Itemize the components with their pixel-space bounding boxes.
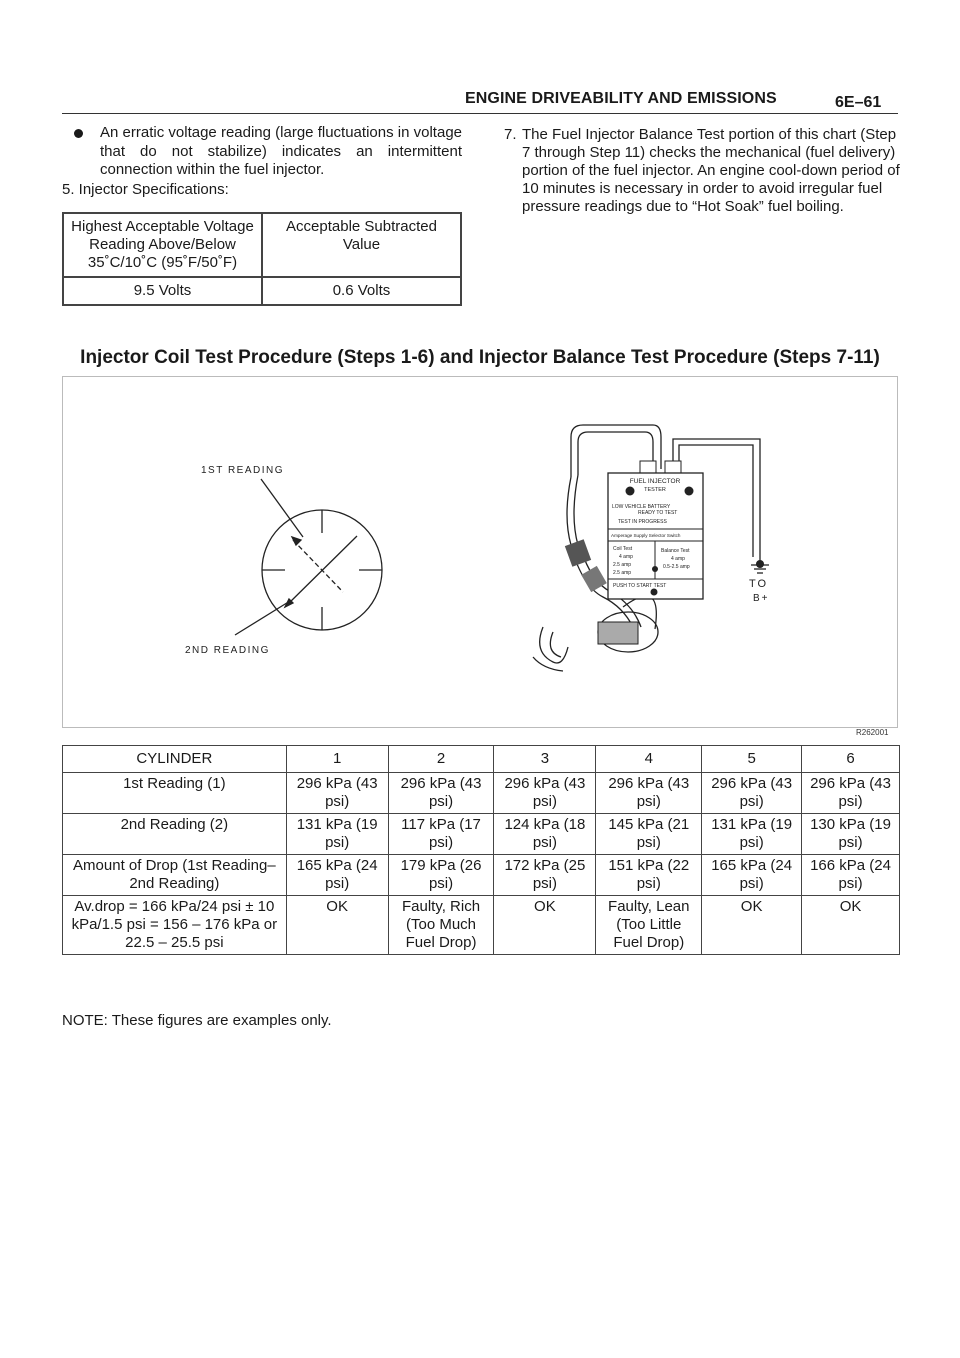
figure-illustration <box>63 377 897 727</box>
spec-table <box>62 212 462 306</box>
table-cell: 296 kPa (43 psi) <box>596 773 702 814</box>
tester-line2: READY TO TEST <box>638 510 678 516</box>
step7-number: 7. <box>504 126 517 143</box>
table-cell: Av.drop = 166 kPa/24 psi ± 10 kPa/1.5 psi = 156 – 176 kPa or 22.5 – 25.5 psi <box>63 896 287 955</box>
balance-test-label: Balance Test <box>661 548 690 554</box>
table-row <box>63 855 900 896</box>
table-cell: Faulty, Lean (Too Little Fuel Drop) <box>596 896 702 955</box>
table-header-cell: 6 <box>802 746 900 773</box>
table-cell: 124 kPa (18 psi) <box>494 814 596 855</box>
table-cell: 179 kPa (26 psi) <box>388 855 494 896</box>
coil-test-label: Coil Test <box>613 546 633 552</box>
injector-plug-icon <box>598 622 638 644</box>
gauge-icon <box>235 479 382 635</box>
label-b-plus: B+ <box>753 593 770 604</box>
table-cell: OK <box>286 896 388 955</box>
cylinder-data-table <box>62 745 900 955</box>
label-1st-reading: 1ST READING <box>201 465 284 476</box>
header-divider <box>62 113 898 114</box>
coil-opt2: 2.5 amp <box>613 562 632 568</box>
table-cell: 166 kPa (24 psi) <box>802 855 900 896</box>
balance-opt2: 0.5-2.5 amp <box>663 564 690 570</box>
step7-text: The Fuel Injector Balance Test portion of this chart (Step 7 through Step 11) checks the mechanical (fuel delivery) portion of the fuel injector. An engine cool-down period of 10 minutes is necessary in order to avoid irregular fuel pressure readings due to “Hot Soak” fuel boiling. <box>522 126 900 215</box>
table-cell: OK <box>802 896 900 955</box>
table-header-cell: 4 <box>596 746 702 773</box>
terminal-dot-icon <box>756 560 764 568</box>
table-row <box>63 896 900 955</box>
table-cell: 131 kPa (19 psi) <box>286 814 388 855</box>
table-cell: 296 kPa (43 psi) <box>494 773 596 814</box>
tester-line1: LOW VEHICLE BATTERY <box>612 504 671 510</box>
injector-test-figure <box>62 376 898 728</box>
bullet-paragraph <box>74 124 462 180</box>
spec-col2-header: Acceptable Subtracted Value <box>262 213 461 277</box>
tester-selector: Amperage Supply Selector Switch <box>611 533 681 538</box>
bullet-dot-icon <box>74 129 83 138</box>
table-header-cell: 1 <box>286 746 388 773</box>
table-header-cell: 3 <box>494 746 596 773</box>
table-cell: OK <box>494 896 596 955</box>
table-header-row <box>63 746 900 773</box>
page-number: 6E–61 <box>835 94 882 111</box>
coil-opt1: 4 amp <box>619 554 633 560</box>
table-header-cell: 2 <box>388 746 494 773</box>
figure-id: R262001 <box>856 728 889 737</box>
table-cell: 151 kPa (22 psi) <box>596 855 702 896</box>
note-text: NOTE: These figures are examples only. <box>62 1012 332 1029</box>
section-title: Injector Coil Test Procedure (Steps 1-6) and Injector Balance Test Procedure (Steps 7-11) <box>80 347 880 368</box>
table-cell: 117 kPa (17 psi) <box>388 814 494 855</box>
table-cell: 145 kPa (21 psi) <box>596 814 702 855</box>
table-row <box>63 814 900 855</box>
connector-icon <box>581 566 607 592</box>
tester-line3: TEST IN PROGRESS <box>618 519 667 525</box>
spec-col1-value: 9.5 Volts <box>63 277 262 305</box>
tester-subtitle: TESTER <box>644 487 666 493</box>
push-to-start-label: PUSH TO START TEST <box>613 583 667 589</box>
table-cell: Amount of Drop (1st Reading–2nd Reading) <box>63 855 287 896</box>
table-cell: 165 kPa (24 psi) <box>702 855 802 896</box>
table-cell: 130 kPa (19 psi) <box>802 814 900 855</box>
bullet-text: An erratic voltage reading (large fluctuations in voltage that do not stabilize) indicates an intermittent connection within the fuel injector. <box>100 124 462 178</box>
table-header-cell: 5 <box>702 746 802 773</box>
label-to: TO <box>749 578 769 590</box>
table-cell: 296 kPa (43 psi) <box>388 773 494 814</box>
table-cell: 1st Reading (1) <box>63 773 287 814</box>
table-cell: OK <box>702 896 802 955</box>
table-cell: 296 kPa (43 psi) <box>286 773 388 814</box>
step7-paragraph <box>504 126 904 216</box>
connector-icon <box>565 539 591 567</box>
balance-opt1: 4 amp <box>671 556 685 562</box>
spec-col1-header: Highest Acceptable Voltage Reading Above/Below 35˚C/10˚C (95˚F/50˚F) <box>63 213 262 277</box>
coil-opt3: 2.5 amp <box>613 570 632 576</box>
spec-label: 5. Injector Specifications: <box>62 181 229 198</box>
table-cell: 296 kPa (43 psi) <box>702 773 802 814</box>
table-cell: 2nd Reading (2) <box>63 814 287 855</box>
table-row <box>63 773 900 814</box>
table-cell: Faulty, Rich (Too Much Fuel Drop) <box>388 896 494 955</box>
tester-title: FUEL INJECTOR <box>629 478 681 485</box>
table-cell: 172 kPa (25 psi) <box>494 855 596 896</box>
spec-col2-value: 0.6 Volts <box>262 277 461 305</box>
table-cell: 165 kPa (24 psi) <box>286 855 388 896</box>
label-2nd-reading: 2ND READING <box>185 645 270 656</box>
table-cell: 296 kPa (43 psi) <box>802 773 900 814</box>
page-header-title: ENGINE DRIVEABILITY AND EMISSIONS <box>465 90 777 107</box>
table-cell: 131 kPa (19 psi) <box>702 814 802 855</box>
table-header-cell: CYLINDER <box>63 746 287 773</box>
